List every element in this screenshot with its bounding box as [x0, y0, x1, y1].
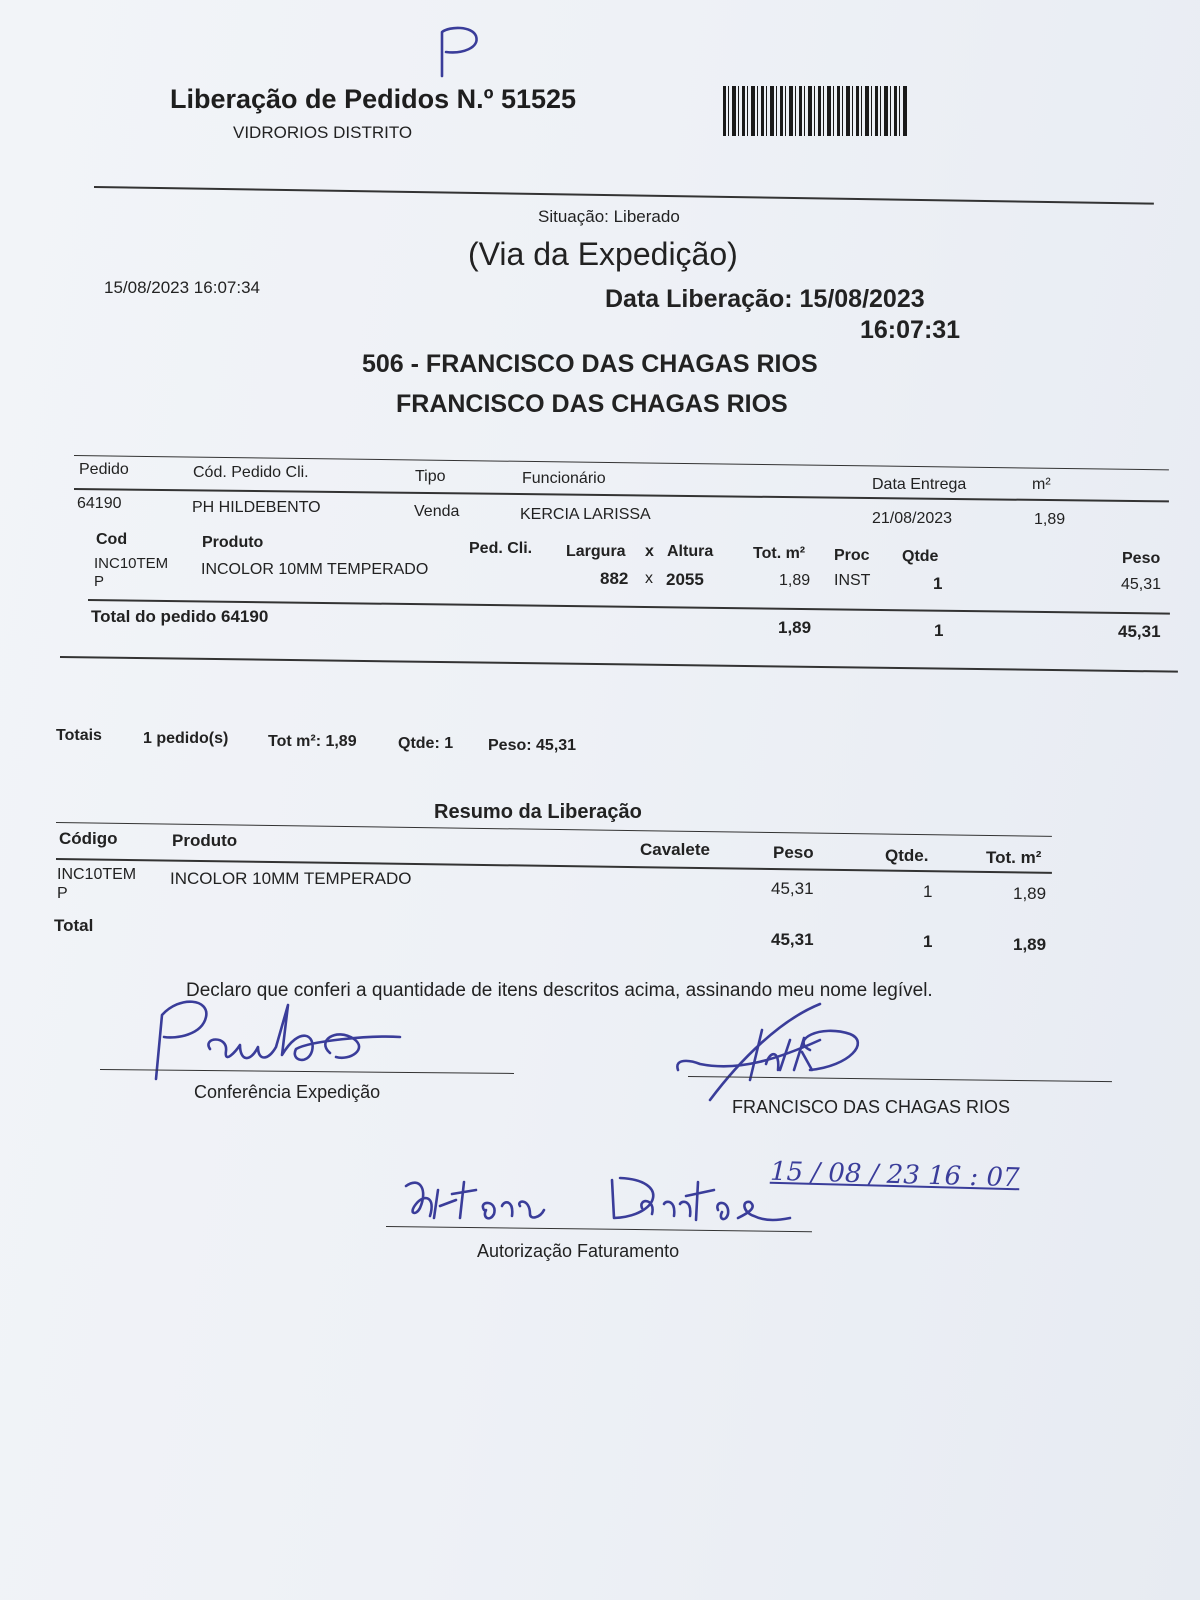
- resumo-qtde: 1: [923, 882, 933, 901]
- item-tot-m2: 1,89: [779, 572, 811, 589]
- resumo-codigo-line-2: P: [57, 885, 68, 902]
- declaration-text: Declaro que conferi a quantidade de itens descritos acima, assinando meu nome legível.: [186, 980, 933, 1001]
- item-header-proc: Proc: [834, 547, 870, 564]
- resumo-header-cavalete: Cavalete: [640, 840, 710, 859]
- totais-peso: Peso: 45,31: [488, 737, 577, 754]
- item-header-ped-cli: Ped. Cli.: [469, 540, 533, 557]
- totais-qtde: Qtde: 1: [398, 735, 454, 752]
- document-title: Liberação de Pedidos N.º 51525: [170, 84, 577, 114]
- release-time: 16:07:31: [860, 316, 961, 344]
- col-header-cod-pedido-cli: Cód. Pedido Cli.: [193, 464, 309, 481]
- totais-label: Totais: [56, 727, 102, 744]
- resumo-codigo-line-1: INC10TEM: [57, 866, 137, 883]
- handwritten-date: 15 / 08 / 23 16 : 07: [769, 1156, 1020, 1194]
- order-tipo: Venda: [414, 503, 460, 520]
- order-total-peso: 45,31: [1118, 622, 1161, 641]
- resumo-total-label: Total: [54, 916, 94, 935]
- conferencia-label: Conferência Expedição: [194, 1082, 381, 1102]
- status-text: Situação: Liberado: [538, 207, 680, 226]
- autorizacao-label: Autorização Faturamento: [477, 1241, 680, 1261]
- resumo-header-produto: Produto: [172, 831, 238, 850]
- printed-timestamp: 15/08/2023 16:07:34: [104, 278, 260, 297]
- item-peso: 45,31: [1121, 576, 1162, 593]
- resumo-produto: INCOLOR 10MM TEMPERADO: [170, 869, 412, 888]
- header-divider: [94, 186, 1154, 205]
- resumo-header-peso: Peso: [773, 843, 814, 862]
- client-line-2: FRANCISCO DAS CHAGAS RIOS: [396, 390, 788, 418]
- company-name: VIDRORIOS DISTRITO: [233, 123, 413, 142]
- resumo-tot-m2: 1,89: [1013, 884, 1047, 903]
- order-total-tot-m2: 1,89: [778, 618, 812, 637]
- handwritten-p-mark: [420, 18, 490, 88]
- totais-tot-m2: Tot m²: 1,89: [268, 733, 357, 750]
- col-header-pedido: Pedido: [79, 461, 129, 478]
- resumo-total-peso: 45,31: [771, 930, 814, 949]
- item-header-tot-m2: Tot. m²: [753, 545, 806, 562]
- order-table-bottom-rule: [60, 656, 1178, 673]
- item-x: x: [645, 570, 653, 587]
- item-header-largura: Largura: [566, 543, 626, 560]
- order-m2: 1,89: [1034, 511, 1066, 528]
- item-header-peso: Peso: [1122, 550, 1161, 567]
- item-header-x: x: [645, 543, 654, 560]
- order-cod-pedido-cli: PH HILDEBENTO: [192, 499, 321, 516]
- order-total-label: Total do pedido 64190: [91, 607, 269, 626]
- client-line-1: 506 - FRANCISCO DAS CHAGAS RIOS: [362, 350, 818, 378]
- signature-cliente: [670, 1000, 890, 1110]
- resumo-total-tot-m2: 1,89: [1013, 935, 1047, 954]
- item-altura: 2055: [666, 570, 704, 589]
- col-header-m2: m²: [1032, 476, 1051, 493]
- order-pedido: 64190: [77, 495, 122, 512]
- resumo-header-qtde: Qtde.: [885, 846, 929, 865]
- resumo-header-codigo: Código: [59, 829, 118, 848]
- release-date: Data Liberação: 15/08/2023: [605, 285, 925, 313]
- order-funcionario: KERCIA LARISSA: [520, 506, 651, 523]
- item-largura: 882: [600, 569, 629, 588]
- resumo-peso: 45,31: [771, 879, 814, 898]
- resumo-total-qtde: 1: [923, 932, 933, 951]
- item-cod-line-2: P: [94, 573, 105, 590]
- col-header-tipo: Tipo: [415, 468, 446, 485]
- item-header-produto: Produto: [202, 534, 264, 551]
- via-title: (Via da Expedição): [468, 236, 738, 272]
- col-header-funcionario: Funcionário: [522, 470, 606, 487]
- totais-pedidos: 1 pedido(s): [143, 730, 229, 747]
- order-total-qtde: 1: [934, 621, 944, 640]
- item-qtde: 1: [933, 574, 943, 593]
- item-proc: INST: [834, 572, 871, 589]
- item-header-qtde: Qtde: [902, 548, 939, 565]
- col-header-data-entrega: Data Entrega: [872, 476, 967, 493]
- order-data-entrega: 21/08/2023: [872, 510, 953, 527]
- item-header-cod: Cod: [96, 531, 128, 548]
- resumo-title: Resumo da Liberação: [434, 801, 642, 823]
- barcode: [723, 86, 908, 136]
- resumo-header-tot-m2: Tot. m²: [986, 848, 1042, 867]
- item-cod-line-1: INC10TEM: [94, 555, 169, 572]
- item-produto: INCOLOR 10MM TEMPERADO: [201, 561, 429, 578]
- cliente-label: FRANCISCO DAS CHAGAS RIOS: [732, 1097, 1011, 1117]
- item-header-altura: Altura: [667, 543, 714, 560]
